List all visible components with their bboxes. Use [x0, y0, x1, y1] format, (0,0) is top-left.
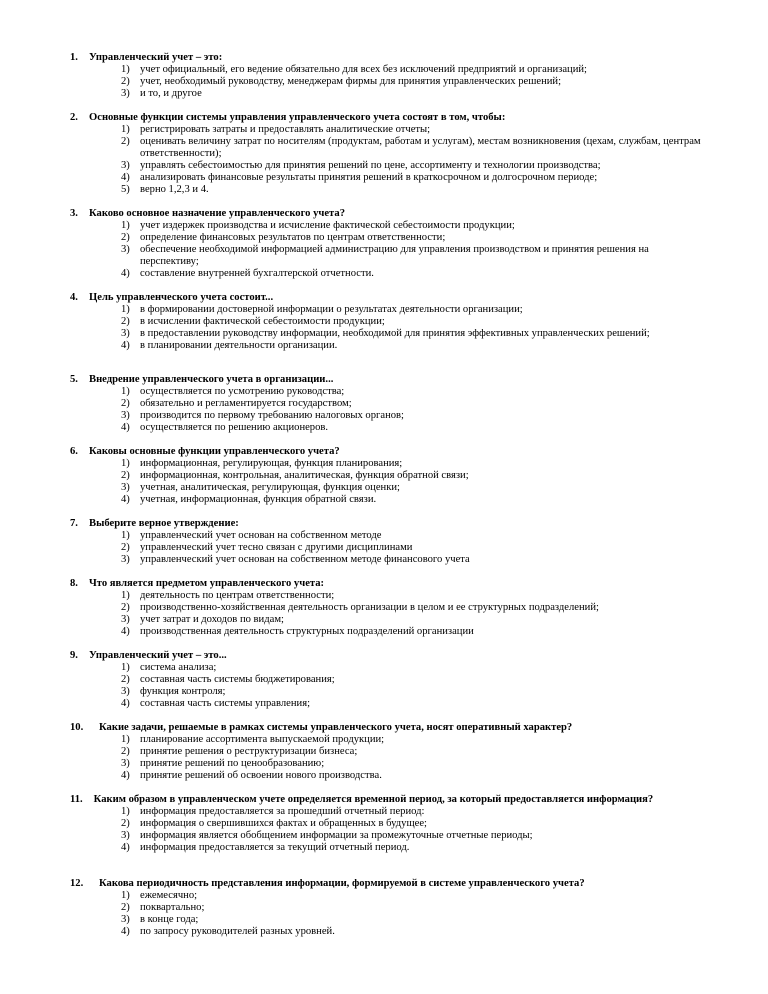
- option-item: 1) деятельность по центрам ответственности;: [121, 590, 335, 601]
- option-item: 2) информация о свершившихся фактах и обращенных в будущее;: [121, 818, 427, 829]
- option-item: 4) анализировать финансовые результаты принятия решений в краткосрочном и долгосрочном периоде;: [121, 172, 598, 183]
- option-item: 1) ежемесячно;: [121, 890, 198, 901]
- question-title: Выберите верное утверждение:: [89, 518, 239, 529]
- question-title: Каковы основные функции управленческого учета?: [89, 446, 340, 457]
- option-list: [70, 590, 710, 638]
- option-list: [70, 64, 710, 100]
- option-item: 4) производственная деятельность структурных подразделений организации: [121, 626, 474, 637]
- option-item: 4) составная часть системы управления;: [121, 698, 311, 709]
- option-item: 3) производится по первому требованию налоговых органов;: [121, 410, 404, 421]
- question-6: [70, 446, 710, 506]
- option-item: 1) планирование ассортимента выпускаемой продукции;: [121, 734, 385, 745]
- option-item: 4) принятие решений об освоении нового производства.: [121, 770, 382, 781]
- option-item: 3) функция контроля;: [121, 686, 226, 697]
- option-item: 4) осуществляется по решению акционеров.: [121, 422, 329, 433]
- option-item: 1) система анализа;: [121, 662, 217, 673]
- question-title: Каким образом в управленческом учете определяется временной период, за который предоставляется информация?: [93, 794, 654, 805]
- question-5: [70, 374, 710, 434]
- question-number: 1.: [70, 52, 78, 63]
- option-item: 3) в предоставлении руководству информации, необходимой для принятия эффективных управленческих решений;: [121, 328, 650, 339]
- option-item: 5) верно 1,2,3 и 4.: [121, 184, 209, 195]
- question-number: 3.: [70, 208, 78, 219]
- option-item: 2) информационная, контрольная, аналитическая, функция обратной связи;: [121, 470, 469, 481]
- option-item: 2) определение финансовых результатов по центрам ответственности;: [121, 232, 446, 243]
- option-item: 4) учетная, информационная, функция обратной связи.: [121, 494, 377, 505]
- question-title: Внедрение управленческого учета в организации...: [89, 374, 334, 385]
- option-item: 1) учет издержек производства и исчисление фактической себестоимости продукции;: [121, 220, 515, 231]
- option-list: [70, 734, 710, 782]
- question-8: [70, 578, 710, 638]
- question-10: [70, 722, 710, 782]
- option-item: 3) информация является обобщением информации за промежуточные отчетные периоды;: [121, 830, 533, 841]
- question-3: [70, 208, 710, 280]
- question-title: Управленческий учет – это:: [89, 52, 223, 63]
- question-number: 12.: [70, 878, 84, 889]
- option-item: 1) управленческий учет основан на собственном методе: [121, 530, 382, 541]
- question-9: [70, 650, 710, 710]
- option-list: [70, 304, 710, 352]
- question-7: [70, 518, 710, 566]
- option-item: 3) обеспечение необходимой информацией администрацию для управления производством и принятия решения на перспективу;: [121, 244, 649, 267]
- question-4: [70, 292, 710, 352]
- question-number: 5.: [70, 374, 78, 385]
- option-item: 3) управлять себестоимостью для принятия решений по цене, ассортименту и технологии производства;: [121, 160, 601, 171]
- question-title: Каково основное назначение управленческого учета?: [89, 208, 345, 219]
- question-number: 9.: [70, 650, 78, 661]
- option-item: 2) поквартально;: [121, 902, 205, 913]
- option-list: [70, 890, 710, 938]
- option-item: 2) производственно-хозяйственная деятельность организации в целом и ее структурных подразделений;: [121, 602, 599, 613]
- option-item: 2) учет, необходимый руководству, менеджерам фирмы для принятия управленческих решений;: [121, 76, 562, 87]
- option-item: 4) по запросу руководителей разных уровней.: [121, 926, 335, 937]
- question-title: Цель управленческого учета состоит...: [89, 292, 274, 303]
- question-2: [70, 112, 710, 196]
- option-list: [70, 458, 710, 506]
- question-title: Управленческий учет – это...: [89, 650, 227, 661]
- option-item: 1) осуществляется по усмотрению руководства;: [121, 386, 345, 397]
- option-item: 3) и то, и другое: [121, 88, 202, 99]
- question-number: 11.: [70, 794, 83, 805]
- option-list: [70, 220, 710, 280]
- option-item: 1) регистрировать затраты и предоставлять аналитические отчеты;: [121, 124, 431, 135]
- option-list: [70, 124, 710, 196]
- option-item: 1) информация предоставляется за прошедший отчетный период:: [121, 806, 425, 817]
- option-item: 2) обязательно и регламентируется государством;: [121, 398, 352, 409]
- option-item: 4) в планировании деятельности организации.: [121, 340, 338, 351]
- question-title: Какие задачи, решаемые в рамках системы управленческого учета, носят оперативный характер?: [99, 722, 573, 733]
- option-item: 4) информация предоставляется за текущий отчетный период.: [121, 842, 410, 853]
- option-item: 2) принятие решения о реструктуризации бизнеса;: [121, 746, 358, 757]
- question-title: Основные функции системы управления управленческого учета состоят в том, чтобы:: [89, 112, 506, 123]
- question-number: 8.: [70, 578, 78, 589]
- option-item: 2) оценивать величину затрат по носителям (продуктам, работам и услугам), местам возникновения (цехам, службам, центрам ответственности);: [121, 136, 701, 159]
- question-title: Что является предметом управленческого учета:: [89, 578, 325, 589]
- question-number: 10.: [70, 722, 84, 733]
- option-item: 3) в конце года;: [121, 914, 199, 925]
- question-number: 6.: [70, 446, 78, 457]
- option-list: [70, 530, 710, 566]
- option-item: 3) управленческий учет основан на собственном методе финансового учета: [121, 554, 470, 565]
- option-list: [70, 386, 710, 434]
- question-1: [70, 52, 710, 100]
- question-number: 7.: [70, 518, 78, 529]
- option-item: 2) составная часть системы бюджетирования;: [121, 674, 335, 685]
- option-item: 2) в исчислении фактической себестоимости продукции;: [121, 316, 385, 327]
- option-list: [70, 662, 710, 710]
- option-item: 4) составление внутренней бухгалтерской отчетности.: [121, 268, 374, 279]
- question-title: Какова периодичность представления информации, формируемой в системе управленческого учета?: [99, 878, 585, 889]
- option-list: [70, 806, 690, 854]
- question-number: 4.: [70, 292, 78, 303]
- option-item: 2) управленческий учет тесно связан с другими дисциплинами: [121, 542, 413, 553]
- question-number: 2.: [70, 112, 78, 123]
- option-item: 3) учетная, аналитическая, регулирующая, функция оценки;: [121, 482, 400, 493]
- option-item: 1) информационная, регулирующая, функция планирования;: [121, 458, 403, 469]
- option-item: 3) учет затрат и доходов по видам;: [121, 614, 284, 625]
- question-11: [70, 794, 690, 854]
- option-item: 1) в формировании достоверной информации о результатах деятельности организации;: [121, 304, 523, 315]
- option-item: 3) принятие решений по ценообразованию;: [121, 758, 325, 769]
- option-item: 1) учет официальный, его ведение обязательно для всех без исключений предприятий и организаций;: [121, 64, 587, 75]
- question-12: [70, 878, 710, 938]
